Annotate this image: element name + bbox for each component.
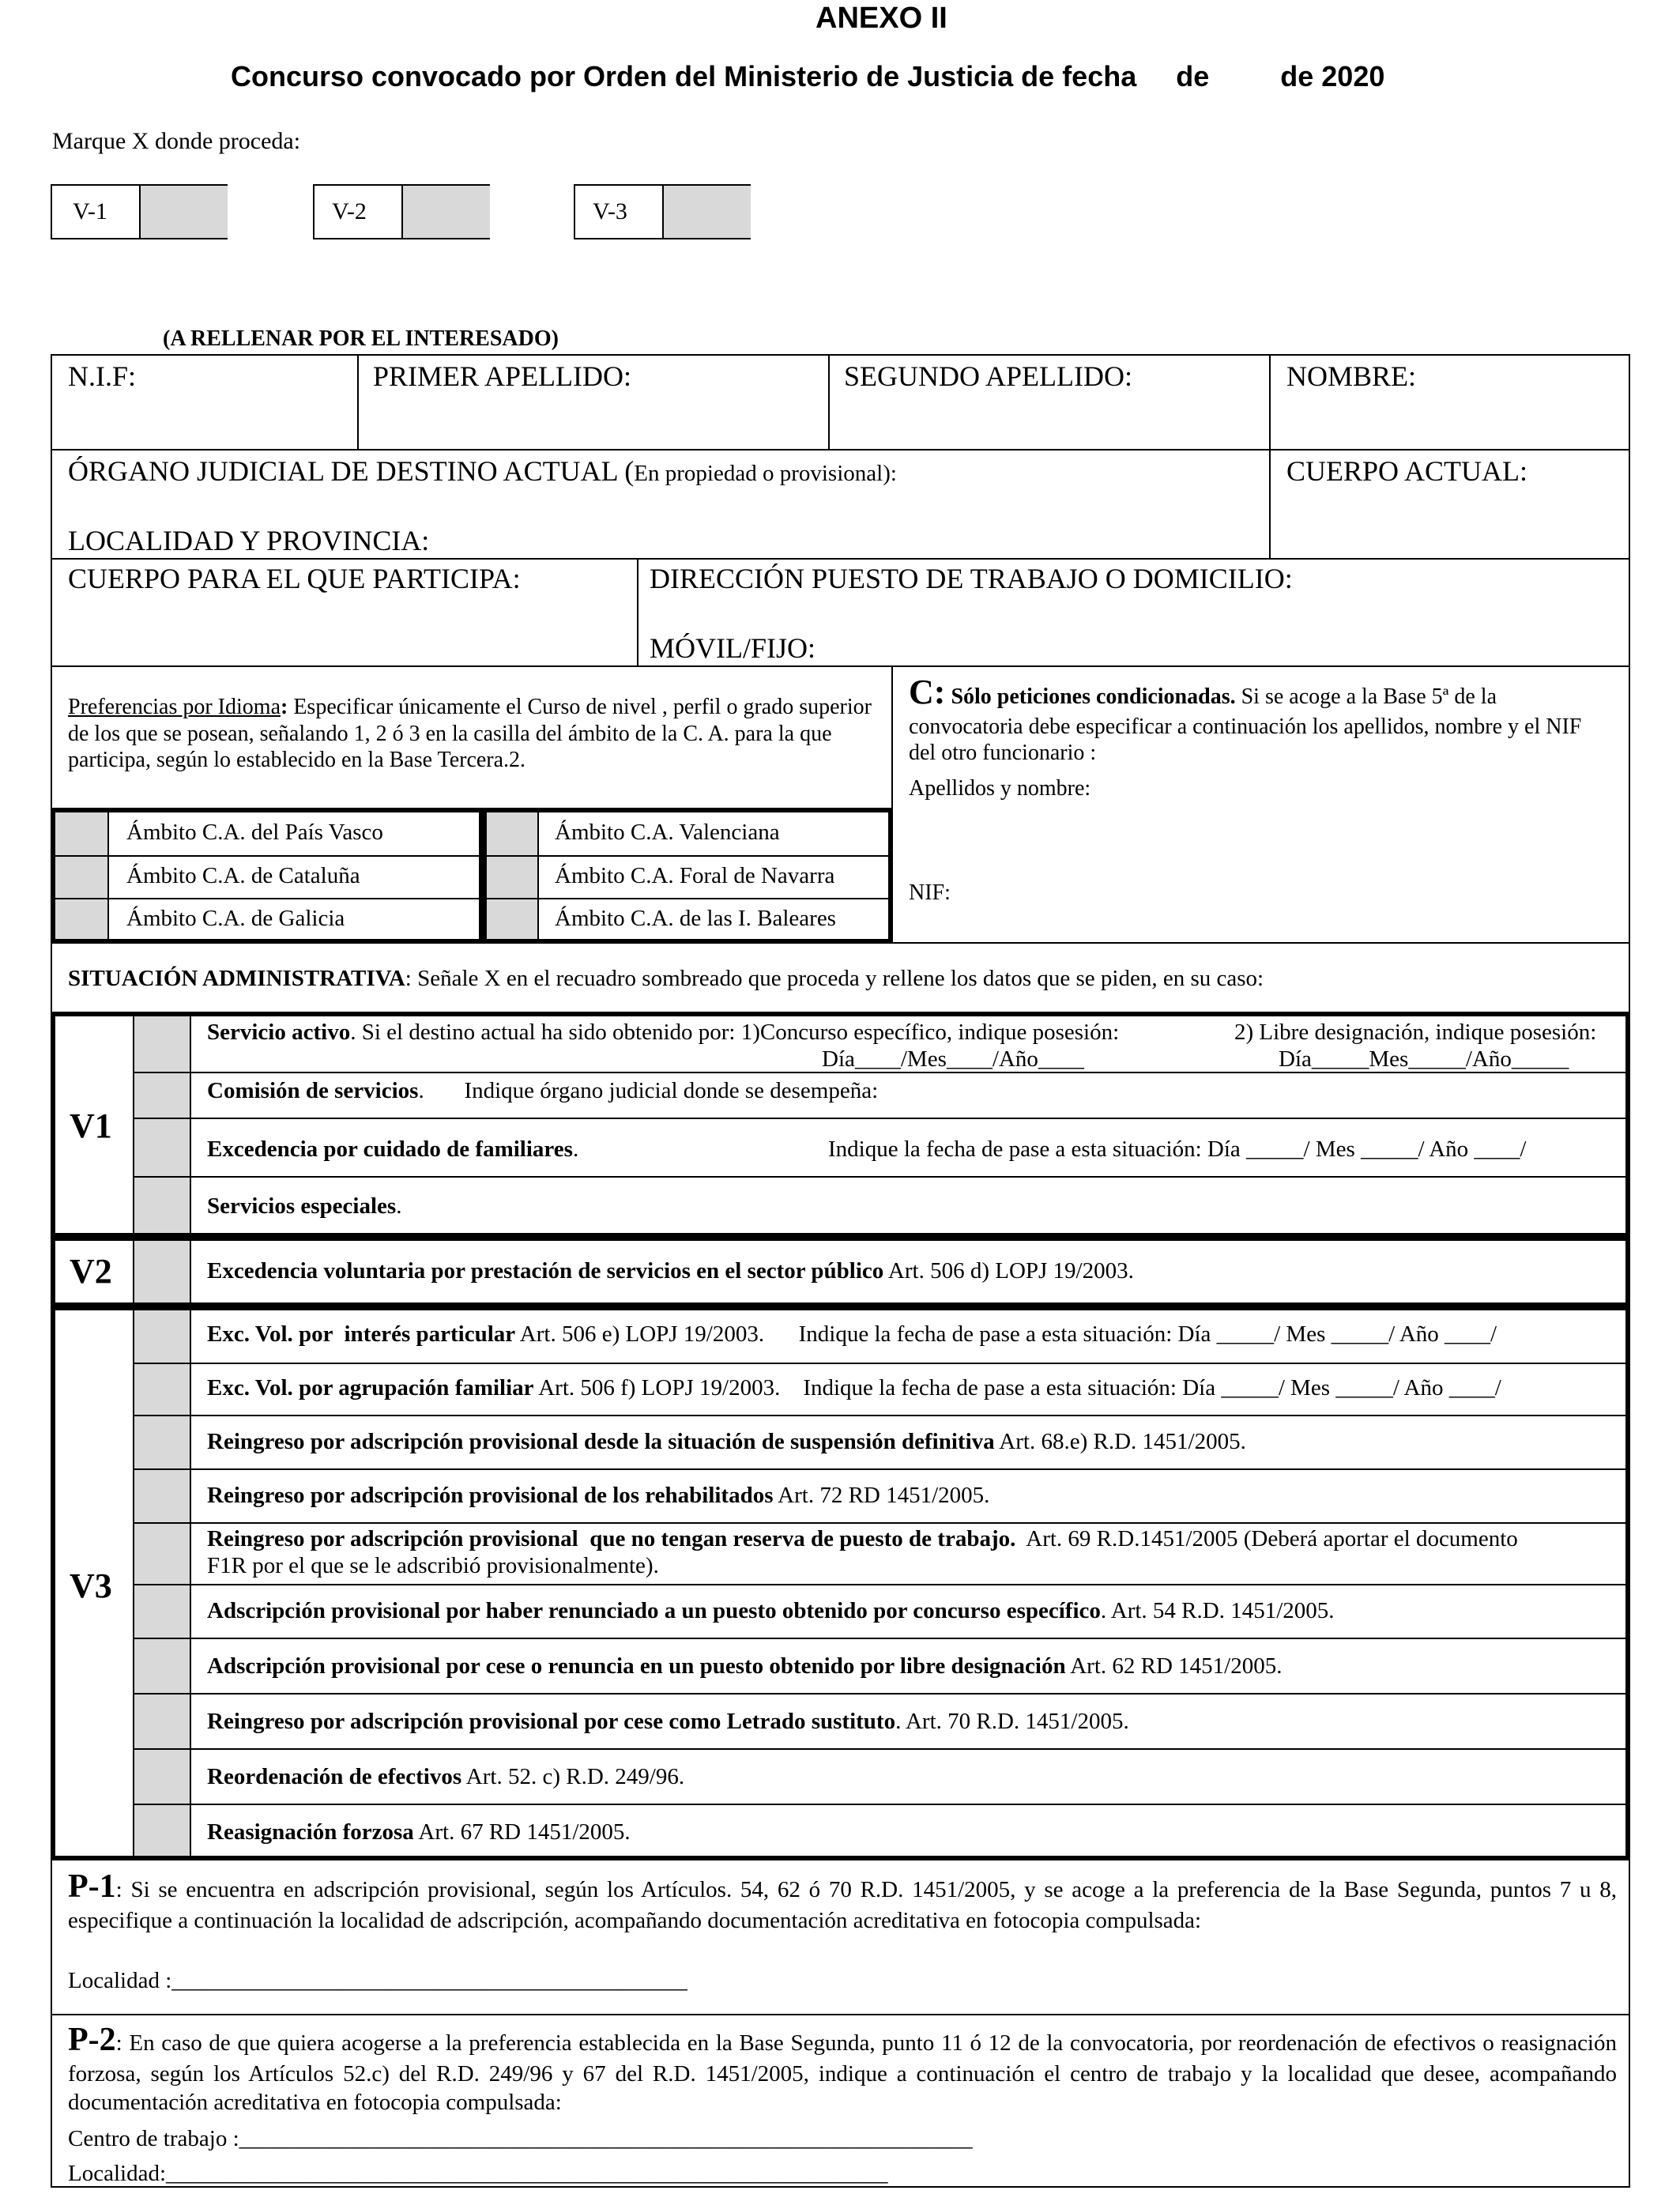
v2-excedencia-checkbox[interactable] [134, 1241, 190, 1302]
condicionadas-nif-label: NIF: [909, 880, 951, 905]
idioma-body: Especificar únicamente el Curso de nivel , perfil o grado superior de los que se posean, señalando 1, 2 ó 3 en la casilla del ámbito de la C. A. para la que participa, según lo establecido en la Base Tercera.2. [68, 695, 872, 773]
nombre-field[interactable] [1275, 405, 1626, 446]
v3-renuncia-concurso-checkbox[interactable] [134, 1585, 190, 1638]
v1-especiales-text [207, 1193, 401, 1220]
condicionadas-apellidos-label: Apellidos y nombre: [909, 776, 1091, 801]
v1-label: V1 [70, 1106, 112, 1145]
v3-label: V3 [70, 1566, 112, 1605]
v3-reordenacion-text [207, 1764, 684, 1790]
v1-fecha-libre[interactable]: Día_____Mes_____/Año_____ [1279, 1046, 1569, 1072]
v1-excedencia-bold: Excedencia por cuidado de familiares [207, 1137, 573, 1162]
option-v1-label: V-1 [73, 198, 107, 224]
v1-fecha-concurso[interactable]: Día____/Mes____/Año____ [822, 1046, 1084, 1072]
v3-suspension-checkbox[interactable] [134, 1416, 190, 1468]
v1-especiales-checkbox[interactable] [134, 1178, 190, 1233]
situacion-bold: SITUACIÓN ADMINISTRATIVA [68, 966, 405, 991]
organo-judicial-label [68, 455, 897, 488]
option-v3-label: V-3 [593, 198, 627, 224]
ambito-cataluna-checkbox[interactable] [55, 857, 107, 898]
localidad-provincia-label: LOCALIDAD Y PROVINCIA: [68, 525, 430, 556]
contest-subtitle: Concurso convocado por Orden del Ministerio de Justicia de fecha de de 2020 [231, 60, 1385, 92]
v1-activo-body: . Si el destino actual ha sido obtenido por: 1)Concurso específico, indique posesión: [350, 1020, 1120, 1045]
ambito-valenciana-checkbox[interactable] [487, 812, 537, 855]
v1-excedencia-body: . [572, 1137, 579, 1162]
personal-heading: (A RELLENAR POR EL INTERESADO) [163, 326, 559, 351]
v2-bold: Excedencia voluntaria por prestación de servicios en el sector público [207, 1258, 884, 1284]
v3-letrado-sustituto-text [207, 1709, 1129, 1735]
v3-r2-bold: Exc. Vol. por agrupación familiar [207, 1375, 534, 1400]
v3-agrupacion-familiar-text [207, 1375, 1501, 1401]
condicionadas-apellidos-field[interactable] [909, 806, 1612, 869]
nif-field[interactable] [55, 405, 352, 446]
v3-r5-bold: Reingreso por adscripción provisional que no tengan reserva de puesto de trabajo. [207, 1526, 1016, 1551]
option-v1-checkbox[interactable] [139, 186, 228, 238]
v3-r1-body: Art. 506 e) LOPJ 19/2003. Indique la fecha de pase a esta situación: Día _____/ Mes _____/ Año ____/ [515, 1321, 1497, 1347]
v3-rehabilitados-text [207, 1483, 989, 1509]
v3-r4-bold: Reingreso por adscripción provisional de los rehabilitados [207, 1483, 774, 1508]
v3-r6-bold: Adscripción provisional por haber renunciado a un puesto obtenido por concurso específico [207, 1598, 1101, 1623]
segundo-apellido-field[interactable] [834, 405, 1264, 446]
condicionadas-text [909, 672, 1614, 767]
v1-comision-checkbox[interactable] [134, 1073, 190, 1118]
v1-libre-designacion-text: 2) Libre designación, indique posesión: [1234, 1020, 1597, 1045]
ambito-cataluna-label: Ámbito C.A. de Cataluña [126, 863, 360, 888]
organo-judicial-small: En propiedad o provisional): [634, 461, 897, 486]
idioma-title: Preferencias por Idioma [68, 695, 281, 719]
option-v2-checkbox[interactable] [401, 186, 490, 238]
v3-sin-reserva-text [207, 1525, 1524, 1579]
option-v2-label: V-2 [332, 198, 367, 224]
direccion-label: DIRECCIÓN PUESTO DE TRABAJO O DOMICILIO: [650, 563, 1293, 594]
mark-instruction: Marque X donde proceda: [52, 128, 301, 154]
p1-localidad-field[interactable]: Localidad :_____________________________________________ [68, 1968, 687, 1993]
v1-excedencia-fecha[interactable]: Indique la fecha de pase a esta situación: Día _____/ Mes _____/ Año ____/ [828, 1137, 1527, 1162]
v3-reasignacion-text [207, 1819, 631, 1845]
v3-reordenacion-checkbox[interactable] [134, 1750, 190, 1804]
idioma-preferences-text [68, 694, 882, 774]
v3-r7-bold: Adscripción provisional por cese o renuncia en un puesto obtenido por libre designación [207, 1653, 1066, 1679]
v3-r4-body: Art. 72 RD 1451/2005. [773, 1483, 990, 1508]
v1-especiales-bold: Servicios especiales [207, 1193, 397, 1219]
v3-libre-designacion-text [207, 1653, 1283, 1679]
v1-comision-body: . Indique órgano judicial donde se desempeña: [418, 1078, 879, 1103]
p1-label: P-1 [68, 1868, 116, 1905]
v3-r10-bold: Reasignación forzosa [207, 1819, 414, 1845]
p1-text [68, 1867, 1617, 1936]
condicionadas-nif-field[interactable] [964, 877, 1612, 917]
ambito-galicia-checkbox[interactable] [55, 899, 107, 939]
v3-r9-body: Art. 52. c) R.D. 249/96. [461, 1764, 685, 1789]
ambito-pais-vasco-checkbox[interactable] [55, 812, 107, 855]
movil-label: MÓVIL/FIJO: [650, 632, 816, 664]
p2-body: : En caso de que quiera acogerse a la preferencia establecida en la Base Segunda, punto 11 ó 12 de la convocatoria, por reordenación de efectivos o reasignación forzosa, según los Artículos 52.c) del R.D. 249/96 y 67 del R.D. 1451/2005, indique a continuación el centro de trabajo y la localidad que desee, acompañando documentación acreditativa en fotocopia compulsada: [68, 2030, 1617, 2115]
option-v3[interactable] [574, 184, 751, 239]
p1-body: : Si se encuentra en adscripción provisional, según los Artículos. 54, 62 ó 70 R.D. 1451/2005, y se acoge a la preferencia de la Base Segunda, puntos 7 u 8, especifique a continuación la localidad de adscripción, acompañando documentación acreditativa en fotocopia compulsada: [68, 1877, 1617, 1934]
ambito-table-left [51, 808, 484, 944]
v3-reasignacion-checkbox[interactable] [134, 1805, 190, 1856]
v3-r5-body: Art. 69 R.D.1451/2005 (Deberá aportar el documento F1R por el que se le adscribió provisionalmente). [207, 1526, 1524, 1579]
condicionadas-letter: C: [909, 673, 946, 711]
v3-r8-body: . Art. 70 R.D. 1451/2005. [895, 1709, 1129, 1734]
p2-centro-trabajo-field[interactable]: Centro de trabajo :________________________________________________________________ [68, 2126, 973, 2151]
v3-interes-particular-text [207, 1321, 1497, 1348]
cuerpo-actual-label: CUERPO ACTUAL: [1286, 455, 1528, 487]
v3-agrupacion-familiar-checkbox[interactable] [134, 1364, 190, 1415]
v1-especiales-body: . [396, 1193, 402, 1219]
v1-comision-bold: Comisión de servicios [207, 1078, 419, 1103]
p2-text [68, 2020, 1617, 2117]
condicionadas-body: Si se acoge a la Base 5ª de la convocatoria debe especificar a continuación los apellidos, nombre y el NIF del otro funcionario : [909, 684, 1582, 766]
v3-r9-bold: Reordenación de efectivos [207, 1764, 462, 1789]
cuerpo-participa-label: CUERPO PARA EL QUE PARTICIPA: [68, 563, 521, 594]
ambito-navarra-checkbox[interactable] [487, 857, 537, 898]
condicionadas-bold: Sólo peticiones condicionadas. [945, 684, 1236, 709]
situacion-administrativa-text [68, 966, 1264, 992]
v1-servicio-activo-text [207, 1020, 1119, 1046]
v1-excedencia-text [207, 1137, 578, 1163]
ambito-table-right [482, 808, 893, 944]
option-v1[interactable] [51, 184, 228, 239]
v1-comision-text [207, 1078, 878, 1104]
option-v3-checkbox[interactable] [662, 186, 751, 238]
v3-r6-body: . Art. 54 R.D. 1451/2005. [1100, 1598, 1335, 1623]
ambito-pais-vasco-label: Ámbito C.A. del País Vasco [126, 820, 383, 845]
ambito-navarra-label: Ámbito C.A. Foral de Navarra [555, 863, 835, 888]
v3-suspension-text [207, 1429, 1246, 1455]
v3-renuncia-concurso-text [207, 1598, 1335, 1624]
v3-r8-bold: Reingreso por adscripción provisional por cese como Letrado sustituto [207, 1709, 896, 1734]
v2-excedencia-text [207, 1258, 1134, 1284]
v2-label: V2 [70, 1252, 112, 1291]
v3-r2-body: Art. 506 f) LOPJ 19/2003. Indique la fecha de pase a esta situación: Día _____/ Mes _____/ Año ____/ [533, 1375, 1501, 1400]
v1-excedencia-checkbox[interactable] [134, 1119, 190, 1176]
v3-sin-reserva-checkbox[interactable] [134, 1524, 190, 1584]
ambito-baleares-label: Ámbito C.A. de las I. Baleares [555, 906, 836, 931]
ambito-baleares-checkbox[interactable] [487, 899, 537, 939]
v3-r1-bold: Exc. Vol. por interés particular [207, 1321, 516, 1347]
ambito-valenciana-label: Ámbito C.A. Valenciana [555, 820, 780, 845]
p2-label: P-2 [68, 2022, 116, 2058]
annex-title: ANEXO II [816, 2, 947, 35]
idioma-colon: : [281, 695, 288, 719]
v2-body: Art. 506 d) LOPJ 19/2003. [883, 1258, 1134, 1284]
v3-libre-designacion-checkbox[interactable] [134, 1639, 190, 1693]
v3-r7-body: Art. 62 RD 1451/2005. [1065, 1653, 1283, 1679]
p2-localidad-field[interactable]: Localidad:_______________________________________________________________ [68, 2161, 888, 2186]
primer-apellido-label: PRIMER APELLIDO: [373, 360, 632, 392]
v1-activo-bold: Servicio activo [207, 1020, 351, 1045]
organo-judicial-main: ÓRGANO JUDICIAL DE DESTINO ACTUAL ( [68, 455, 635, 487]
v3-r10-body: Art. 67 RD 1451/2005. [413, 1819, 631, 1845]
situacion-body: : Señale X en el recuadro sombreado que proceda y rellene los datos que se piden, en su caso: [405, 966, 1264, 991]
primer-apellido-field[interactable] [363, 405, 823, 446]
nif-label: N.I.F: [68, 360, 137, 392]
v3-letrado-sustituto-checkbox[interactable] [134, 1695, 190, 1748]
nombre-label: NOMBRE: [1286, 360, 1417, 392]
option-v2[interactable] [313, 184, 490, 239]
v3-r3-body: Art. 68.e) R.D. 1451/2005. [994, 1429, 1246, 1454]
v3-rehabilitados-checkbox[interactable] [134, 1470, 190, 1522]
v1-servicio-activo-checkbox[interactable] [134, 1016, 190, 1072]
v3-interes-particular-checkbox[interactable] [134, 1310, 190, 1363]
segundo-apellido-label: SEGUNDO APELLIDO: [844, 360, 1132, 392]
v3-r3-bold: Reingreso por adscripción provisional desde la situación de suspensión definitiva [207, 1429, 995, 1454]
ambito-galicia-label: Ámbito C.A. de Galicia [126, 906, 345, 931]
